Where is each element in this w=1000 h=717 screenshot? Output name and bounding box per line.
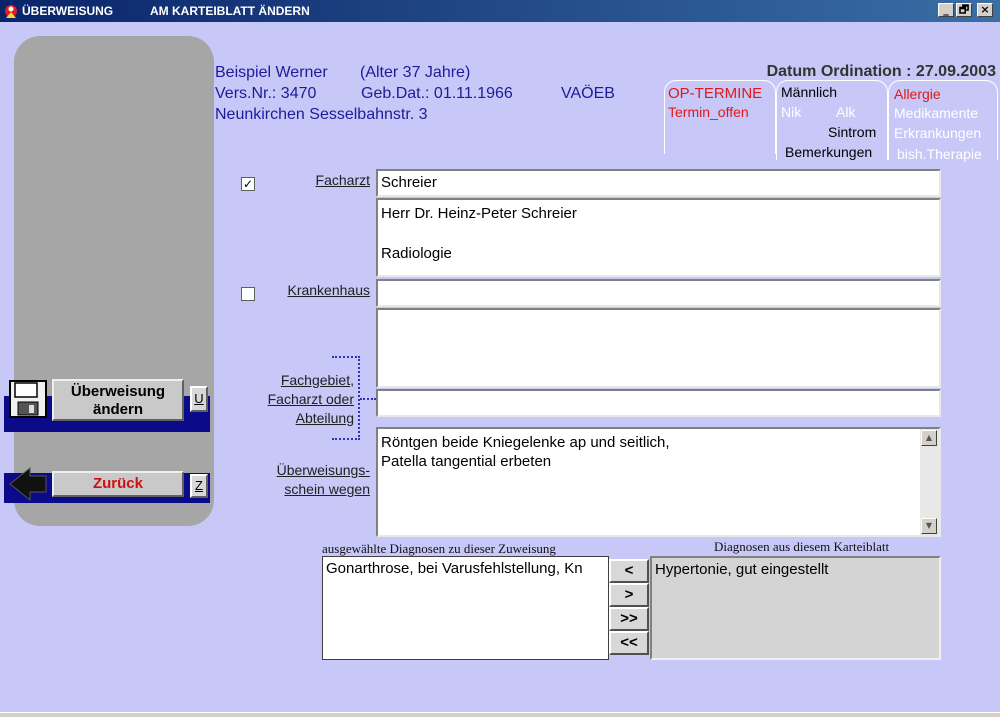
sintrom-tab[interactable]: Sintrom [828, 124, 877, 140]
add-all-diagnoses-button[interactable]: >> [609, 607, 649, 631]
reason-line2: Patella tangential erbeten [381, 453, 552, 470]
fachgebiet-label[interactable]: Fachgebiet, Facharzt oder Abteilung [267, 372, 354, 426]
patient-name: Beispiel Werner [215, 64, 328, 81]
fachgebiet-input[interactable] [376, 389, 941, 417]
medikamente-tab[interactable]: Medikamente [894, 105, 979, 121]
change-shortcut-key: U [190, 386, 208, 412]
list-item[interactable]: Gonarthrose, bei Varusfehlstellung, Kn [326, 560, 583, 577]
allergie-tab[interactable]: Allergie [894, 86, 941, 102]
insurance-number: Vers.Nr.: 3470 [215, 85, 317, 102]
facharzt-details[interactable] [376, 198, 941, 277]
nikotin-tab[interactable]: Nik [781, 104, 802, 120]
scroll-up-arrow[interactable]: ▲ [921, 430, 937, 446]
krankenhaus-input[interactable] [376, 279, 941, 307]
available-diagnoses-list[interactable] [650, 556, 941, 660]
facharzt-checkbox[interactable]: ✓ [242, 177, 254, 191]
window-title-right: AM KARTEIBLATT ÄNDERN [150, 4, 310, 18]
restore-button[interactable]: 🗗 [956, 3, 972, 17]
status-strip [0, 712, 1000, 717]
scroll-down-arrow[interactable]: ▼ [921, 518, 937, 534]
add-diagnosis-button[interactable]: > [609, 583, 649, 607]
title-bar [0, 0, 1000, 22]
erkrankungen-tab[interactable]: Erkrankungen [894, 125, 982, 141]
side-panel [14, 36, 214, 526]
insurer: VAÖEB [561, 85, 615, 102]
op-termine-tab[interactable]: OP-TERMINE [668, 85, 763, 102]
available-diagnoses-header: Diagnosen aus diesem Karteiblatt [714, 539, 890, 554]
bemerkungen-tab[interactable]: Bemerkungen [785, 144, 873, 160]
remove-diagnosis-button[interactable]: < [609, 559, 649, 583]
patient-address: Neunkirchen Sesselbahnstr. 3 [215, 106, 428, 123]
termin-offen-tab[interactable]: Termin_offen [668, 104, 749, 120]
window-title-left: ÜBERWEISUNG [22, 4, 114, 18]
krankenhaus-label[interactable]: Krankenhaus [287, 282, 370, 298]
reason-label[interactable]: Überweisungs- schein wegen [276, 462, 370, 497]
birth-date: Geb.Dat.: 01.11.1966 [361, 85, 513, 102]
floppy-disk-icon[interactable] [9, 380, 47, 418]
gender-label: Männlich [781, 84, 838, 100]
app-icon [3, 3, 19, 19]
patient-age: (Alter 37 Jahre) [360, 64, 471, 81]
fachgebiet-connector [360, 398, 376, 400]
ordination-date: Datum Ordination : 27.09.2003 [766, 63, 996, 80]
back-arrow-icon[interactable] [8, 466, 48, 502]
reason-textarea[interactable] [376, 427, 941, 537]
back-shortcut-key: Z [190, 474, 208, 498]
facharzt-label[interactable]: Facharzt [315, 172, 370, 188]
close-button[interactable]: × [977, 3, 993, 17]
minimize-button[interactable]: _ [938, 3, 954, 17]
facharzt-input[interactable]: Schreier [376, 169, 941, 197]
therapie-tab[interactable]: bish.Therapie [897, 146, 982, 162]
back-button[interactable]: Zurück [52, 471, 184, 497]
selected-diagnoses-header: ausgewählte Diagnosen zu dieser Zuweisung [322, 541, 556, 556]
facharzt-details-line2: Radiologie [381, 245, 452, 262]
facharzt-details-line1: Herr Dr. Heinz-Peter Schreier [381, 205, 577, 222]
krankenhaus-checkbox[interactable] [241, 287, 255, 301]
selected-diagnoses-list[interactable] [322, 556, 609, 660]
list-item[interactable]: Hypertonie, gut eingestellt [655, 561, 829, 578]
remove-all-diagnoses-button[interactable]: << [609, 631, 649, 655]
krankenhaus-details[interactable] [376, 308, 941, 388]
reason-line1: Röntgen beide Kniegelenke ap und seitlich, [381, 434, 670, 451]
alkohol-tab[interactable]: Alk [836, 104, 856, 120]
change-referral-button[interactable]: Überweisung ändern [52, 379, 184, 421]
